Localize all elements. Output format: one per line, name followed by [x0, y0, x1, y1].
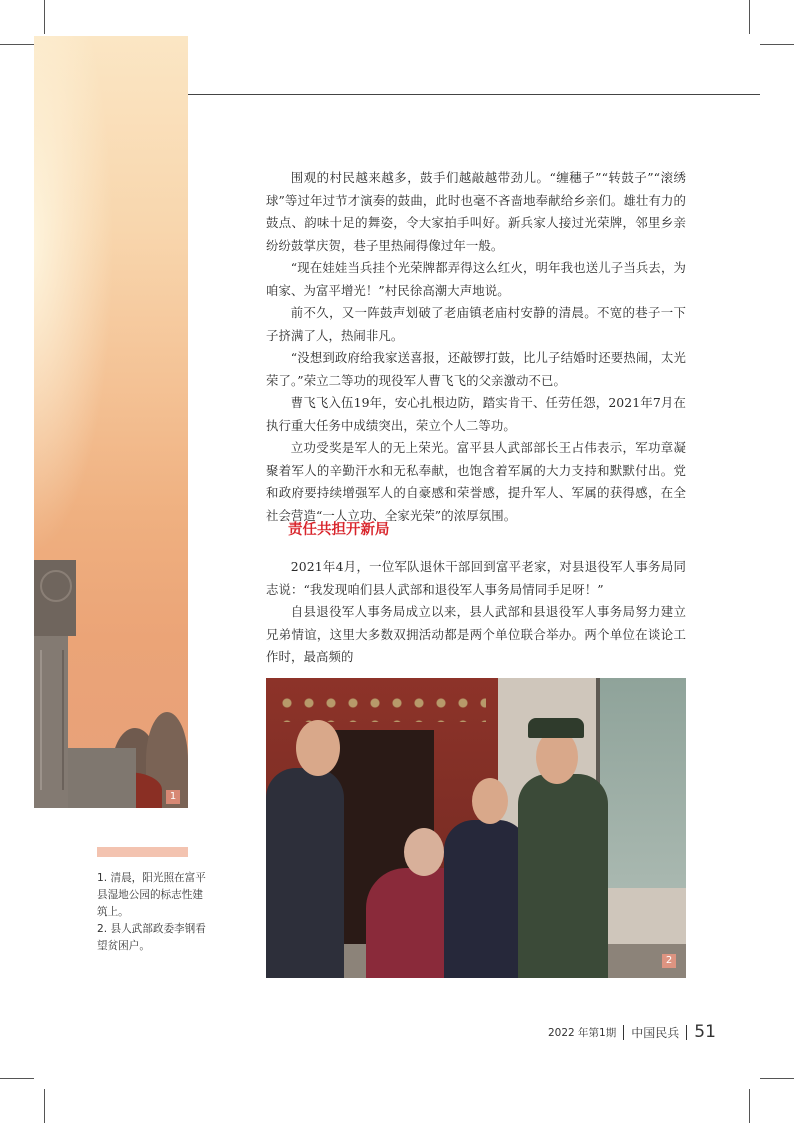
page-number: 51	[694, 1022, 716, 1042]
crop-mark	[0, 1078, 34, 1079]
person-head	[536, 730, 578, 784]
crop-mark	[44, 0, 45, 34]
sunlight-glow	[34, 36, 114, 556]
person-officer	[518, 774, 608, 978]
person-man-suit	[266, 768, 344, 978]
paragraph: 2021年4月，一位军队退休干部回到富平老家，对县退役军人事务局同志说：“我发现咱们县人武部和退役军人事务局情同手足呀！”	[266, 559, 686, 597]
door-studs	[276, 692, 486, 722]
photo-sunrise-monument	[34, 36, 188, 808]
crop-mark	[0, 44, 34, 45]
photo-caption	[97, 870, 207, 955]
paragraph: “现在娃娃当兵挂个光荣牌都弄得这么红火，明年我也送儿子当兵去，为咱家、为富平增光！”村民徐高潮大声地说。	[266, 260, 686, 298]
person-head	[404, 828, 444, 876]
paragraph: 曹飞飞入伍19年，安心扎根边防，踏实肯干、任劳任怨，2021年7月在执行重大任务中成绩突出，荣立个人二等功。	[266, 395, 686, 433]
photo-number-badge: 2	[662, 954, 676, 968]
caption-accent-bar	[97, 847, 188, 857]
footer-divider	[686, 1025, 687, 1040]
person-elderly-man	[444, 820, 528, 978]
paragraph: 围观的村民越来越多，鼓手们越敲越带劲儿。“缠穗子”“转鼓子”“滚绣球”等过年过节才演奏的鼓曲，此时也毫不吝啬地奉献给乡亲们。雄壮有力的鼓点、韵味十足的舞姿，令大家拍手叫好。新兵家人接过光荣牌，邻里乡亲纷纷鼓掌庆贺，巷子里热闹得像过年一般。	[266, 170, 686, 253]
section-title: 责任共担开新局	[288, 522, 390, 538]
crop-mark	[749, 0, 750, 34]
paragraph: 自县退役军人事务局成立以来，县人武部和县退役军人事务局努力建立兄弟情谊，这里大多数双拥活动都是两个单位联合举办。两个单位在谈论工作时，最高频的	[266, 604, 686, 664]
footer-divider	[623, 1025, 624, 1040]
monument-column	[34, 636, 68, 808]
person-head	[472, 778, 508, 824]
caption-item-2: 2. 县人武部政委李钢看望贫困户。	[97, 923, 206, 952]
paragraph: “没想到政府给我家送喜报，还敲锣打鼓，比儿子结婚时还要热闹，太光荣了。”荣立二等功的现役军人曹飞飞的父亲激动不已。	[266, 350, 686, 388]
magazine-name: 中国民兵	[631, 1025, 680, 1040]
person-head	[296, 720, 340, 776]
crop-mark	[760, 1078, 794, 1079]
crop-mark	[44, 1089, 45, 1123]
issue-label: 2022 年第1期	[548, 1026, 617, 1039]
photo-number-badge: 1	[166, 790, 180, 804]
crop-mark	[760, 44, 794, 45]
monument-capital	[34, 560, 76, 636]
article-body-top	[266, 167, 686, 527]
paragraph: 立功受奖是军人的无上荣光。富平县人武部部长王占伟表示，军功章凝聚着军人的辛勤汗水和无私奉献，也饱含着军属的大力支持和默默付出。党和政府要持续增强军人的自豪感和荣誉感，提升军人、军属的获得感，在全社会营造“一人立功、全家光荣”的浓厚氛围。	[266, 440, 686, 523]
window	[596, 678, 686, 888]
officer-cap	[528, 718, 584, 738]
article-body-bottom	[266, 556, 686, 669]
paragraph: 前不久，又一阵鼓声划破了老庙镇老庙村安静的清晨。不宽的巷子一下子挤满了人，热闹非凡。	[266, 305, 686, 343]
photo-visit-poor-household	[266, 678, 686, 978]
crop-mark	[749, 1089, 750, 1123]
page-footer	[548, 1022, 716, 1042]
caption-item-1: 1. 清晨，阳光照在富平县湿地公园的标志性建筑上。	[97, 872, 206, 918]
